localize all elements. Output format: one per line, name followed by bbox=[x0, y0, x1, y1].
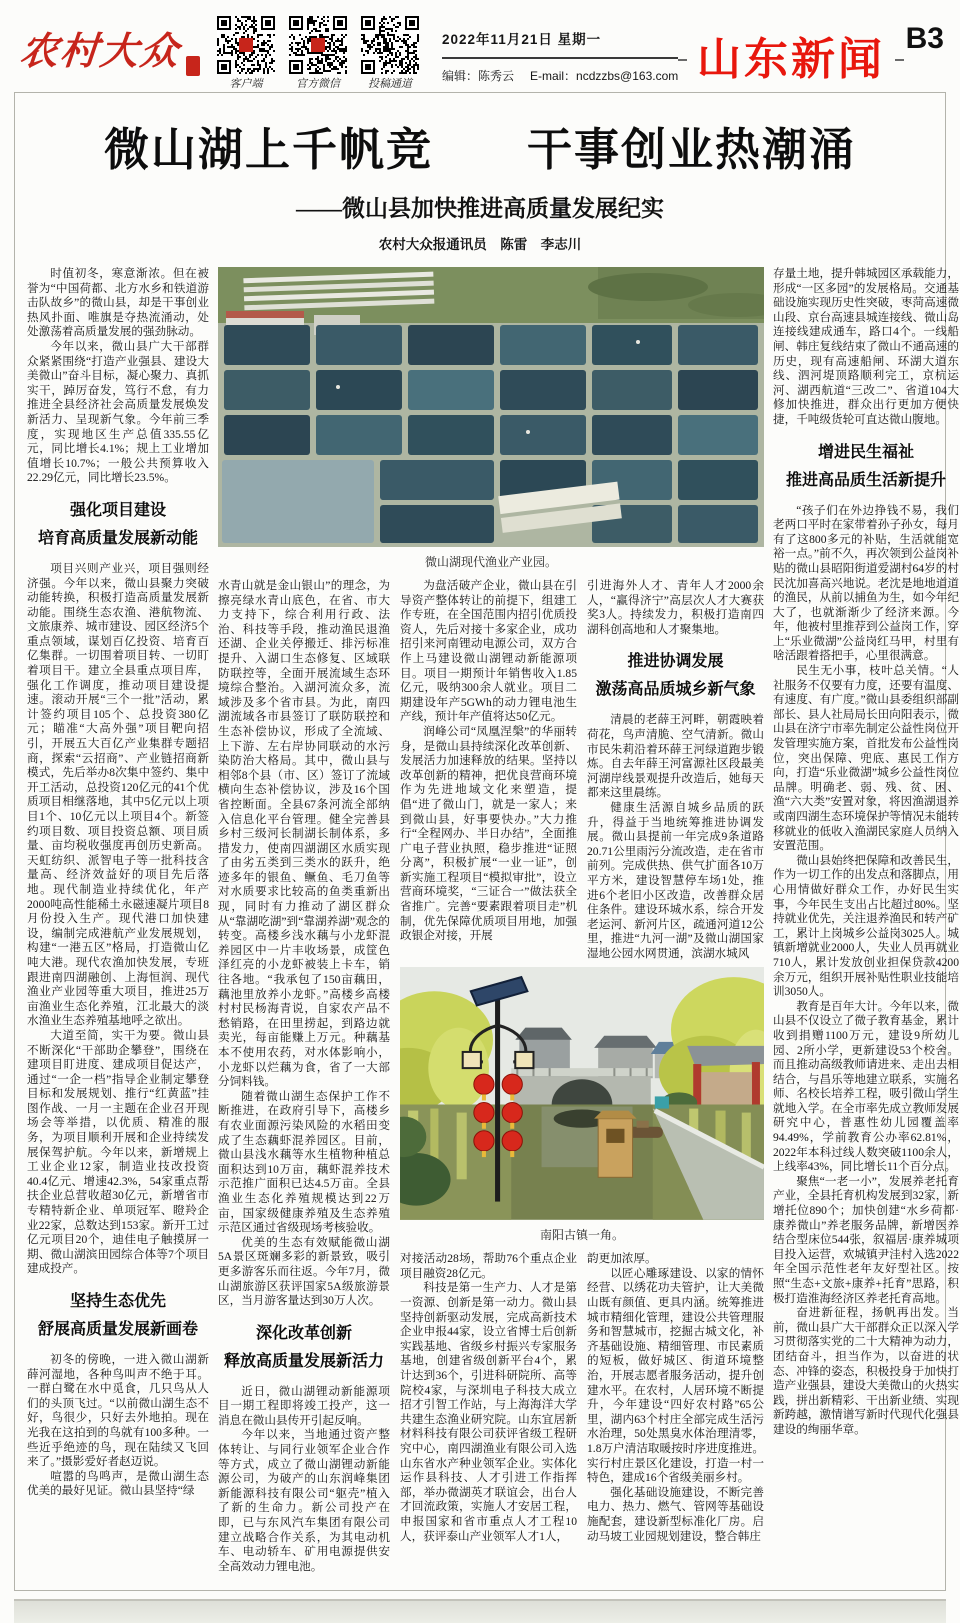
photo-caption-second: 南阳古镇一角。 bbox=[539, 1228, 624, 1243]
paragraph: 清晨的老薛王河畔，朝霞映着荷花，鸟声清脆、空气清新。微山市民朱莉沿着环薛王河绿道跑步锻炼。自去年薛王河富源社区段最美河湖岸线景观提升改造后，她每天都来这里晨练。 bbox=[587, 713, 764, 800]
column-2 bbox=[218, 579, 390, 1574]
editor-name: 编辑：陈秀云 bbox=[442, 69, 515, 83]
section-head-reform bbox=[218, 1320, 390, 1376]
paper-logo-wrap bbox=[20, 16, 200, 76]
qr-label: 投稿通道 bbox=[368, 78, 413, 90]
column-4-bottom bbox=[587, 1252, 764, 1544]
paragraph: 教育是百年大计。今年以来，微山县不仅设立了微子教育基金，累计收到捐赠1100万元，建设9所幼儿园、2所小学，更新建设53个校舍。而且推动高级教师请进来、走出去相结合，与昌乐等地建立联系，实施名师、名校长培养工程，吸引微山学生就地入学。在全市率先成立教师发展研究中心，普惠性幼儿园覆盖率94.49%，学前教育公办率62.81%，2022年本科过线人数突破1100余人，上线率43%，同比增长11个百分点。 bbox=[773, 999, 959, 1174]
article-body bbox=[27, 267, 959, 1574]
section-title-area bbox=[678, 16, 944, 82]
section-head-line1: 坚持生态优先 bbox=[69, 1293, 166, 1310]
article-box bbox=[14, 92, 959, 1591]
article-subtitle: ——微山县加快推进高质量发展纪实 bbox=[296, 196, 664, 221]
photo-fishery-park bbox=[218, 267, 764, 547]
section-head-line1: 增进民生福祉 bbox=[817, 443, 914, 461]
paragraph: 大道至简，实干为要。微山县不断深化“干部助企攀登”，围绕在建项目盯进度、建成项目促达产，通过“一企一档”指导企业制定攀登目标和发展规划、推行“红黄蓝”挂图作战、一月一主题在企业召开现场会等举措，以优质、精准的服务，为项目顺利开展和企业持续发展保驾护航。今年以来，新增规上工业企业12家，制造业技改投资40.4亿元、增速42.3%，54家重点帮扶企业总营收超30亿元，新增省市专精特新企业、单项冠军、瞪羚企业22家，总数达到153家。新开工过亿元项目20个，迪佳电子触摸屏一期、微山湖滨田园综合体等7个项目建成投产。 bbox=[27, 1028, 209, 1276]
paragraph: 存量土地，提升韩城园区承载能力，形成“一区多园”的发展格局。交通基础设施实现历史性突破，枣菏高速微山段、京台高速县城连接线、微山岛连接线建成通车，路口4个。一线船闸、韩庄复线结束了微山不通高速的历史，现有高速船闸、环湖大道东线、泗河堤顶路顺利完工，京杭运河、湖西航道“三改二”、省道104大修加快推进，群众出行更加方便快捷，千吨级货轮可直达微山腹地。 bbox=[773, 267, 959, 426]
column-1 bbox=[27, 267, 209, 1574]
paragraph: 近日，微山湖锂动新能源项目一期工程即将竣工投产，这一消息在微山县传开引起反响。 bbox=[218, 1384, 390, 1427]
paragraph: “孩子们在外边挣钱不易，我们老两口平时在家带着孙子孙女，每月有了这800多元的补贴，生活就能宽裕一点。”前不久，再次领到公益岗补贴的微山县昭阳街道爱湖村64岁的村民沈加喜高兴地说。老沈是地地道道的渔民，从前以捕鱼为生，如今年纪大了，也就渐渐少了经济来源。今年，他被村里推荐到公益岗工作，穿上“乐业微湖”公益岗红马甲，村里有啥活跟着搭把手，心里很满意。 bbox=[773, 503, 959, 663]
paragraph: 初冬的傍晚，一进入微山湖新薛河湿地，各种鸟叫声不绝于耳。一群白鹭在水中觅食，几只鸟从人们的头顶飞过。“以前微山湖生态不好，鸟很少，只好去外地拍。现在光我在这拍到的鸟就有100多种。一些近乎绝迹的鸟，现在陆续又飞回来了。”摄影爱好者赵迈说。 bbox=[27, 1353, 209, 1469]
middle-columns bbox=[218, 579, 764, 1574]
qr-code-icon bbox=[289, 16, 347, 74]
editor-line bbox=[442, 67, 678, 84]
section-head-line2: 舒展高质量发展新画卷 bbox=[37, 1321, 198, 1338]
paragraph: 民生无小事，枝叶总关情。“人社服务不仅要有力度，还要有温度、有速度、有广度。”微山县委组织部副部长、县人社局局长田向阳表示，微山县在济宁市率先制定公益性岗位开发管理实施方案，首批发布公益性岗位，突出保障、兜底、惠民工作方向，打造“乐业微湖”城乡公益性岗位品牌。明确老、弱、残、贫、困、渔“六大类”安置对象，将因渔湖退养或南四湖生态环境保护等情况未能转移就业的低收入渔湖民家庭人员纳入安置范围。 bbox=[773, 664, 959, 853]
section-title-row bbox=[678, 35, 904, 84]
qr-label: 客户端 bbox=[229, 78, 263, 90]
paragraph: 强化基础设施建设，不断完善电力、热力、燃气、管网等基础设施配套，建设新型标准化厂房。启动马坡工业园规划建设，整合韩庄 bbox=[587, 1485, 764, 1543]
qr-code-icon bbox=[361, 16, 419, 74]
paragraph: 今年以来，当地通过资产整体转让、与同行业领军企业合作等方式，成立了微山湖锂动新能源公司，为破产的山东润峰集团新能源科技有限公司“躯壳”植入了新的生命力。新公司投产在即，已与东风汽车集团有限公司建立战略合作关系，为其电动机车、电动轿车、矿用电源提供安全高效动力锂电池。 bbox=[218, 1428, 390, 1573]
column-3-bottom bbox=[400, 1252, 577, 1544]
masthead bbox=[0, 0, 960, 92]
middle-section bbox=[218, 267, 764, 1574]
section-head-ecology bbox=[27, 1288, 209, 1344]
section-head-coordination bbox=[587, 648, 764, 704]
issue-date: 2022年11月21日 星期一 bbox=[442, 32, 602, 47]
paragraph: 水青山就是金山银山”的理念，为擦亮绿水青山底色，在省、市大力支持下，综合利用行政、法治、科技等手段，推动渔民退渔还湖、企业关停搬迁、排污标准提升、入湖口生态修复、区域联防联控等，全面开展流域生态环境综合整治。入湖河流众多，流域涉及多个省市县。为此，南四湖流域各市县签订了联防联控和生态补偿协议，形成了全流域、上下游、左右岸协同联动的水污染防治大格局。其中，微山县与相邻8个县（市、区）签订了流域横向生态补偿协议，涉及16个国省控断面。全县67条河流全部纳入信息化平台管理。健全完善县乡村三级河长制湖长制体系，多措发力，使南四湖湖区水质实现了由劣五类到三类水的跃升，绝迹多年的银鱼、鳜鱼、毛刀鱼等对水质要求比较高的鱼类重新出现，同时有力推动了湖区群众从“靠湖吃湖”到“靠湖养湖”观念的转变。高楼乡浅水藕与小龙虾混养园区中一片丰收场景，成筐色泽红亮的小龙虾被装上卡车，销往各地。“我承包了150亩藕田，藕池里放养小龙虾。”高楼乡高楼村村民杨海青说，自家农产品不愁销路，在田里捞起，到路边就卖光，每亩能赚上万元。种藕基本不使用农药，对水体影响小，小龙虾以烂藕为食，省了一大部分饲料钱。 bbox=[218, 579, 390, 1089]
article-headline: 微山湖上千帆竞 干事创业热潮涌 bbox=[103, 124, 856, 175]
paragraph: 润峰公司“凤凰涅槃”的华丽转身，是微山县持续深化改革创新、发展活力加速释放的结果。坚持以改革创新的精神，把优良营商环境作为先进地域文化来塑造，提倡“进了微山门，就是一家人；来到微山县，好事要快办。”大力推行“全程网办、半日办结”，全面推广电子营业执照，稳步推进“证照分离”，积极扩展“一业一证”，创新实施工程项目“模拟审批”，设立营商环境奖，“三证合一”做法获全省推广。完善“要素跟着项目走”机制，优先保障优质项目用地，加强政银企对接，开展 bbox=[400, 724, 577, 943]
section-title: 山东新闻 bbox=[697, 35, 886, 84]
columns-3-4-top bbox=[400, 579, 764, 961]
paragraph: 优美的生态有效赋能微山湖5A景区斑斓多彩的新景致，吸引更多游客乐而往返。今年7月，微山湖旅游区获评国家5A级旅游景区，当月游客量达到30万人次。 bbox=[218, 1235, 390, 1308]
paragraph: 为盘活破产企业，微山县在引导资产整体转让的前提下，组建工作专班，在全国范围内招引优质投资人，先后对接十多家企业，成功招引来河南锂动电源公司，双方合作上马建设微山湖锂动新能源项目。项目一期预计年销售收入1.85亿元，吸纳300余人就业。项目二期建设年产5GWh的动力锂电池生产线，预计年产值将达50亿元。 bbox=[400, 579, 577, 724]
columns-3-4-bottom bbox=[400, 1252, 764, 1544]
qr-app bbox=[216, 16, 276, 91]
qr-group bbox=[216, 16, 420, 91]
paragraph: 聚焦“一老一小”，发展养老托育产业，全县托育机构发展到32家，新增托位890个；加快创建“水乡荷都·康养微山”养老服务品牌，新增医养结合型床位544张，叙福居·康养城项目投入运营，欢城镇尹洼村入选2022年全国示范性老年友好型社区。按照“生态+文旅+康养+托育”思路，积极打造淮海经济区养老托育高地。 bbox=[773, 1174, 959, 1305]
paragraph: 微山县始终把保障和改善民生，作为一切工作的出发点和落脚点，用心用情做好群众工作，办好民生实事，今年民生支出占比超过80%。坚持就业优先，关注退养渔民和转产矿工，累计上岗城乡公益岗3025人。城镇新增就业2000人，失业人员再就业710人，累计发放创业担保贷款4200余万元，组织开展补贴性职业技能培训3050人。 bbox=[773, 853, 959, 999]
logo-seal-icon bbox=[186, 56, 200, 76]
paper-logo: 农村大众 bbox=[18, 28, 183, 73]
paragraph: 引进海外人才、青年人才2000余人，“赢得济宁”高层次人才大赛获奖3人。持续发力，积极打造南四湖科创高地和人才聚集地。 bbox=[587, 579, 764, 636]
paragraph: 项目兴则产业兴，项目强则经济强。今年以来，微山县聚力突破动能转换，积极打造高质量发展新动能。围绕生态农渔、港航物流、文旅康养、城市建设、园区经济5个重点领域，谋划百亿投资、培育百亿集群。一切围着项目转、一切盯着项目干。建立全县重点项目库，强化工作调度，推动项目建设提速。滚动开展“三个一批”活动，累计签约项目105个、总投资380亿元；瞄准“大高外强”项目靶向招引，开展五大百亿产业集群专题招商，探索“云招商”、产业链招商新模式，先后举办8次集中签约、集中开工活动，总投资120亿元的41个优质项目相继落地，其中5亿元以上项目1个、10亿元以上项目4个。新签约项目数、项目投资总额、项目质量、亩均税收强度再创历史新高。天虹纺织、派智电子等一批科技含量高、经济效益好的项目先后落地。现代制造业持续优化，年产2000吨高性能稀土永磁速凝片项目8月份投入生产。现代港口加快建设，编制完成港航产业发展规划，构建“一港五区”格局，打造微山亿吨大港。现代农渔加快发展，专班跟进南四湖融创、上海恒润、现代渔业产业园等重大项目，推进25万亩渔业生态化养殖，江北最大的淡水渔业生态养殖基地呼之欲出。 bbox=[27, 561, 209, 1028]
paragraph: 以匠心雕琢建设、以家的情怀经营、以绣花功夫管护，让大美微山既有颜值、更具内涵。统筹推进城市精细化管理，建设公共管理服务和智慧城市，挖掘古城文化，补齐基础设施、精细管理、市民素质的短板，做好城区、街道环境整治，开展志愿者服务活动，提升创建水平。在农村，人居环境不断提升，今年建设“四好农村路”65公里，湖内63个村庄全部完成生活污水治理，50处黑臭水体治理清零，1.8万户清洁取暖按时序进度推进。实行村庄景区化建设，打造一村一特色，建成16个省级美丽乡村。 bbox=[587, 1266, 764, 1485]
columns-3-4 bbox=[400, 579, 764, 1574]
paragraph: 健康生活源自城乡品质的跃升，得益于当地统筹推进协调发展。微山县提前一年完成9条道路20.71公里雨污分流改造，走在省市前列。完成供热、供气扩面各10万平方米，建设智慧停车场1处，推进6个老旧小区改造，改善群众居住条件。建设环城水系，综合开发老运河、新河片区，疏通河道12公里，推进“九河一湖”及微山湖国家湿地公园水网贯通，滨湖水城风 bbox=[587, 800, 764, 960]
title-rule-right bbox=[895, 59, 904, 61]
article-byline: 农村大众报通讯员 陈雷 李志川 bbox=[378, 237, 582, 252]
section-head-line2: 释放高质量发展新活力 bbox=[223, 1352, 384, 1370]
qr-submit bbox=[360, 16, 420, 91]
section-head-line2: 培育高质量发展新动能 bbox=[37, 529, 198, 547]
section-head-line1: 推进协调发展 bbox=[627, 653, 724, 671]
meta-divider bbox=[442, 57, 678, 59]
qr-code-icon bbox=[217, 16, 275, 74]
section-head-line1: 强化项目建设 bbox=[69, 501, 166, 519]
section-head-livelihood bbox=[773, 439, 959, 495]
section-head-projects bbox=[27, 497, 209, 553]
paragraph: 随着微山湖生态保护工作不断推进，在政府引导下，高楼乡有农业面源污染风险的水稻田变成了生态藕虾混养园区。目前，微山县浅水藕等水生植物种植总面积达到10万亩，藕虾混养技术示范推广面积已达4.5万亩。全县渔业生态化养殖规模达到22万亩，国家级健康养殖及生态养殖示范区通过省级现场考核验收。 bbox=[218, 1089, 390, 1235]
column-4-top bbox=[587, 579, 764, 961]
aerial-fishponds-photo bbox=[218, 267, 764, 547]
paragraph: 喧嚣的鸟鸣声，是微山湖生态优美的最好见证。微山县坚持“绿 bbox=[27, 1469, 209, 1498]
issue-meta bbox=[442, 16, 678, 84]
photo-caption-main: 微山湖现代渔业产业园。 bbox=[424, 555, 557, 569]
paragraph: 科技是第一生产力、人才是第一资源、创新是第一动力。微山县坚持创新驱动发展，完成高新技术企业申报44家，设立省博士后创新实践基地、省级乡村振兴专家服务基地，创建省级创新平台4个，累计达到36个，引进科研院所、高等院校4家，与深圳电子科技大成立招才引智工作站，与上海海洋大学共建生态渔业研究院。山东宜居新材料科技有限公司获评省级工程研究中心，南四湖渔业有限公司入选山东省水产种业领军企业。实体化运作县科技、人才引进工作指挥部，举办微湖英才联谊会，出台人才回流政策，实施人才安居工程，申报国家和省市重点人才工程10人，获评泰山产业领军人才1人， bbox=[400, 1281, 577, 1543]
paragraph: 今年以来，微山县广大干部群众紧紧围绕“打造产业强县、建设大美微山”奋斗目标，凝心聚力、真抓实干，踔厉奋发，笃行不怠，有力推进全县经济社会高质量发展焕发新活力、呈现新气象。今年前三季度，实现地区生产总值335.55亿元，同比增长4.1%；规上工业增加值增长10.7%；一般公共预算收入22.29亿元，同比增长23.5%。 bbox=[27, 339, 209, 485]
editor-email: E-mail：ncdzzbs@163.com bbox=[530, 69, 679, 83]
section-head-line2: 推进高品质生活新提升 bbox=[785, 471, 946, 489]
column-5 bbox=[773, 267, 959, 1574]
paragraph: 奋进新征程，扬帆再出发。当前，微山县广大干部群众正以深入学习贯彻落实党的二十大精神为动力，团结奋斗，担当作为，以奋进的状态、冲锋的姿态，积极投身于加快打造产业强县，建设大美微山的火热实践，拼出新精彩、干出新业绩、实现新跨越，激情谱写新时代现代化强县建设的绚丽华章。 bbox=[773, 1306, 959, 1436]
section-head-line1: 深化改革创新 bbox=[255, 1324, 352, 1342]
photo-nanyang-town bbox=[400, 967, 764, 1220]
paragraph: 韵更加浓厚。 bbox=[587, 1252, 657, 1266]
canal-town-photo bbox=[400, 967, 764, 1220]
qr-label: 官方微信 bbox=[296, 78, 341, 90]
qr-wechat bbox=[288, 16, 348, 91]
paragraph: 对接活动28场，帮助76个重点企业项目融资28亿元。 bbox=[400, 1252, 577, 1280]
title-rule-left bbox=[678, 59, 687, 61]
page-bottom-edge bbox=[14, 1599, 946, 1623]
paragraph: 时值初冬，寒意渐浓。但在被誉为“中国荷都、北方水乡和铁道游击队故乡”的微山县，却是干事创业热风扑面、唯旗是夺热流涌动，处处激荡着高质量发展的强劲脉动。 bbox=[27, 267, 209, 339]
column-3-top bbox=[400, 579, 577, 961]
section-head-line2: 激荡高品质城乡新气象 bbox=[595, 681, 756, 699]
page-number: B3 bbox=[905, 22, 944, 55]
